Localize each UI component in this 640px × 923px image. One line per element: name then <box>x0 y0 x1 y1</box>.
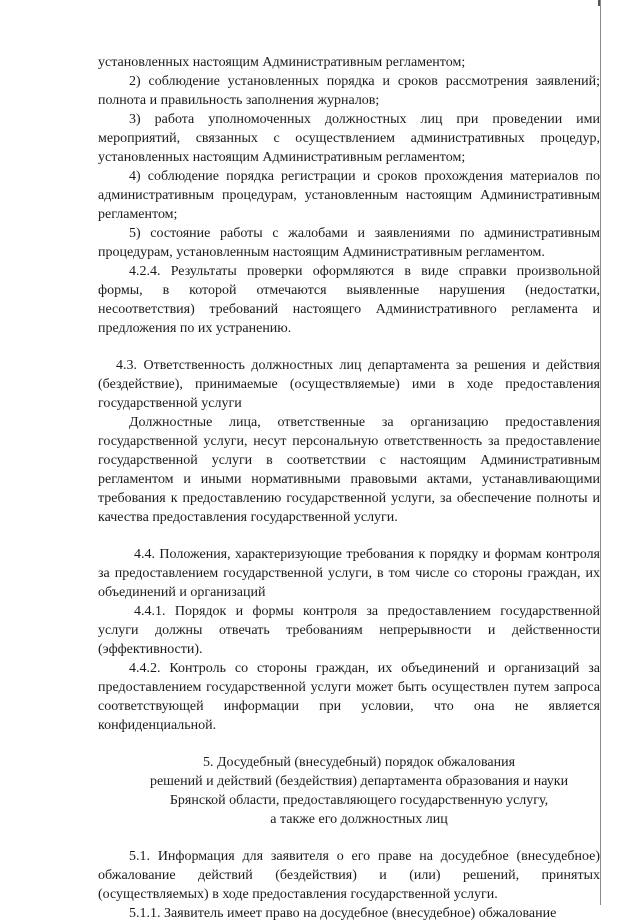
paragraph: Должностные лица, ответственные за организацию предоставления государственной услуги, несут персональную ответственность за предоставление государственной услуги в соответствии с настоящим Административным регламентом и иными нормативными правовыми актами, устанавливающими требования к предоставлению государственной услуги, за обеспечение полноты и качества предоставления государственной услуги. <box>98 415 600 525</box>
section-heading-4-3: 4.3. Ответственность должностных лиц департамента за решения и действия (бездействие), принимаемые (осуществляемые) ими в ходе предоставления государственной услуги <box>98 358 600 411</box>
section-5-heading <box>98 753 600 829</box>
document-body <box>98 53 600 923</box>
paragraph: 5) состояние работы с жалобами и заявлениями по административным процедурам, установленным настоящим Административным регламентом. <box>98 226 600 260</box>
section-heading-4-4: 4.4. Положения, характеризующие требования к порядку и формам контроля за предоставлением государственной услуги, в том числе со стороны граждан, их объединений и организаций <box>98 547 600 600</box>
paragraph: 4) соблюдение порядка регистрации и сроков прохождения материалов по административным процедурам, установленным настоящим Административным регламентом; <box>98 169 600 222</box>
paragraph-gap <box>98 735 600 753</box>
paragraph-gap <box>98 829 600 847</box>
paragraph: 4.2.4. Результаты проверки оформляются в виде справки произвольной формы, в которой отмечаются выявленные нарушения (недостатки, несоответствия) требований настоящего Административного регламента и предложения по их устранению. <box>98 264 600 336</box>
page-margin-line <box>600 0 601 905</box>
heading-line: решений и действий (бездействия) департамента образования и науки <box>149 774 569 789</box>
paragraph: 5.1.1. Заявитель имеет право на досудебное (внесудебное) обжалование <box>129 906 557 921</box>
paragraph: 2) соблюдение установленных порядка и сроков рассмотрения заявлений; полнота и правильность заполнения журналов; <box>98 74 600 108</box>
paragraph: 5.1. Информация для заявителя о его праве на досудебное (внесудебное) обжалование действий (бездействия) и (или) решений, принятых (осуществляемых) в ходе предоставления государственной услуги. <box>98 849 600 902</box>
paragraph: 3) работа уполномоченных должностных лиц при проведении ими мероприятий, связанных с осуществлением административных процедур, установленных настоящим Административным регламентом; <box>98 112 600 165</box>
paragraph: 4.4.2. Контроль со стороны граждан, их объединений и организаций за предоставлением государственной услуги может быть осуществлен путем запроса соответствующей информации при условии, что она не является конфиденциальной. <box>98 661 600 733</box>
paragraph-gap <box>98 527 600 545</box>
heading-line: Брянской области, предоставляющего государственную услугу, <box>169 793 549 808</box>
paragraph-gap <box>98 338 600 356</box>
heading-line: а также его должностных лиц <box>270 812 448 827</box>
paragraph: 4.4.1. Порядок и формы контроля за предоставлением государственной услуги должны отвечать требованиям непрерывности и действенности (эффективности). <box>98 604 600 657</box>
paragraph: установленных настоящим Административным регламентом; <box>98 55 466 70</box>
heading-line: 5. Досудебный (внесудебный) порядок обжалования <box>202 755 516 770</box>
